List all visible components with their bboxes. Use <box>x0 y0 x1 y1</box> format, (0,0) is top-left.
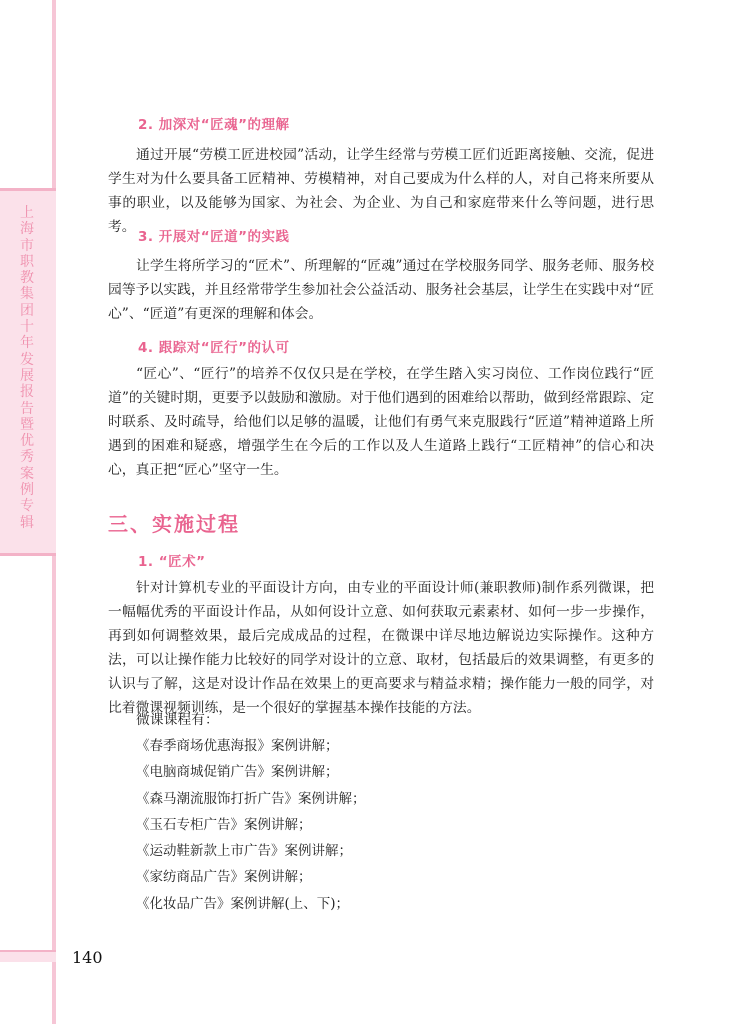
heading-4: 4. 跟踪对“匠行”的认可 <box>138 340 290 356</box>
paragraph-implementation: 针对计算机专业的平面设计方向，由专业的平面设计师(兼职教师)制作系列微课，把一幅幅优秀的平面设计作品，从如何设计立意、如何获取元素素材、如何一步一步操作，再到如何调整效果，最后完成成品的过程，在微课中详尽地边解说边实际操作。这种方法，可以让操作能力比较好的同学对设计的立意、取材，包括最后的效果调整，有更多的认识与了解，这是对设计作品在效果上的更高要求与精益求精；操作能力一般的同学，对比着微课视频训练，是一个很好的掌握基本操作技能的方法。 <box>108 580 654 716</box>
course-list-intro: 微课课程有： <box>136 712 219 728</box>
paragraph-4: “匠心”、“匠行”的培养不仅仅只是在学校，在学生踏入实习岗位、工作岗位践行“匠道”的关键时期，更要予以鼓励和激励。对于他们遇到的困难给以帮助，做到经常跟踪、定时联系、及时疏导，给他们以足够的温暖，让他们有勇气来克服践行“匠道”精神道路上所遇到的困难和疑惑，增强学生在今后的工作以及人生道路上践行“工匠精神”的信心和决心，真正把“匠心”坚守一生。 <box>108 366 654 478</box>
list-item: 《电脑商城促销广告》案例讲解； <box>136 764 339 781</box>
heading-1: 1. “匠术” <box>138 554 206 570</box>
heading-2: 2. 加深对“匠魂”的理解 <box>138 117 290 133</box>
page-number: 140 <box>72 948 103 967</box>
course-list <box>136 733 366 917</box>
paragraph-2: 通过开展“劳模工匠进校园”活动，让学生经常与劳模工匠们近距离接触、交流，促进学生对为什么要具备工匠精神、劳模精神，对自己要成为什么样的人，对自己将来所要从事的职业，以及能够为国家、为社会、为企业、为自己和家庭带来什么等问题，进行思考。 <box>108 147 654 235</box>
heading-3: 3. 开展对“匠道”的实践 <box>138 229 290 245</box>
sidebar-title: 上海市职教集团十年发展报告暨优秀案例专辑 <box>20 205 34 531</box>
paragraph-3: 让学生将所学习的“匠术”、所理解的“匠魂”通过在学校服务同学、服务老师、服务校园等予以实践，并且经常带学生参加社会公益活动、服务社会基层，让学生在实践中对“匠心”、“匠道”有更深的理解和体会。 <box>108 258 654 322</box>
section-title: 三、实施过程 <box>108 512 240 536</box>
list-item: 《化妆品广告》案例讲解(上、下)； <box>136 895 350 912</box>
list-item: 《春季商场优惠海报》案例讲解； <box>136 738 339 754</box>
list-item: 《家纺商品广告》案例讲解； <box>136 869 312 886</box>
list-item: 《森马潮流服饰打折广告》案例讲解； <box>136 790 366 807</box>
list-item: 《运动鞋新款上市广告》案例讲解； <box>136 843 352 860</box>
list-item: 《玉石专柜广告》案例讲解； <box>136 816 312 833</box>
footer-band <box>0 950 56 962</box>
